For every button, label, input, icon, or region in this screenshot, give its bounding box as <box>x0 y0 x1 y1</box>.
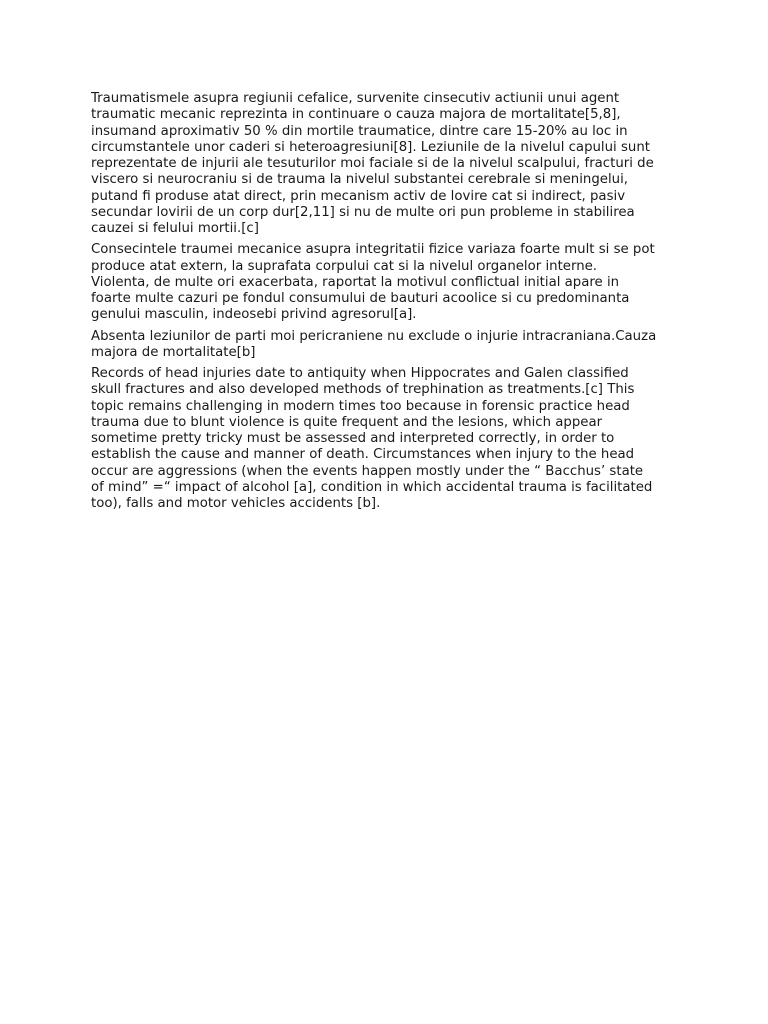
paragraph-pericranial-lesions: Absenta leziunilor de parti moi pericraniene nu exclude o injurie intracraniana.Cauza majora de mortalitate[b] <box>91 328 657 360</box>
paragraph-cranial-trauma-intro: Traumatismele asupra regiunii cefalice, survenite cinsecutiv actiunii unui agent traumatic mecanic reprezinta in continuare o cauza majora de mortalitate[5,8], insumand aproximativ 50 % din mortile traumatice, dintre care 15-20% au loc in circumstantele unor caderi si heteroagresiuni[8]. Leziunile de la nivelul capului sunt reprezentate de injurii ale tesuturilor moi faciale si de la nivelul scalpului, fracturi de viscero si neurocraniu si de trauma la nivelul substantei cerebrale si meningelui, putand fi produse atat direct, prin mecanism activ de lovire cat si indirect, pasiv secundar lovirii de un corp dur[2,11] si nu de multe ori pun probleme in stabilirea cauzei si felului mortii.[c] <box>91 91 654 236</box>
paragraph-english-summary: Records of head injuries date to antiquity when Hippocrates and Galen classified skull fractures and also developed methods of trephination as treatments.[c] This topic remains challenging in modern times too because in forensic practice head trauma due to blunt violence is quite frequent and the lesions, which appear sometime pretty tricky must be assessed and interpreted correctly, in order to establish the cause and manner of death. Circumstances when injury to the head occur are aggressions (when the events happen mostly under the “ Bacchus’ state of mind” =“ impact of alcohol [a], condition in which accidental trauma is facilitated too), falls and motor vehicles accidents [b]. <box>91 366 653 511</box>
document-body <box>91 91 681 517</box>
paragraph-mechanical-trauma-consequences: Consecintele traumei mecanice asupra integritatii fizice variaza foarte mult si se pot produce atat extern, la suprafata corpului cat si la nivelul organelor interne. Violenta, de multe ori exacerbata, raportat la motivul conflictual initial apare in foarte multe cazuri pe fondul consumului de bauturi acoolice si cu predominanta genului masculin, indeosebi privind agresorul[a]. <box>91 242 655 323</box>
